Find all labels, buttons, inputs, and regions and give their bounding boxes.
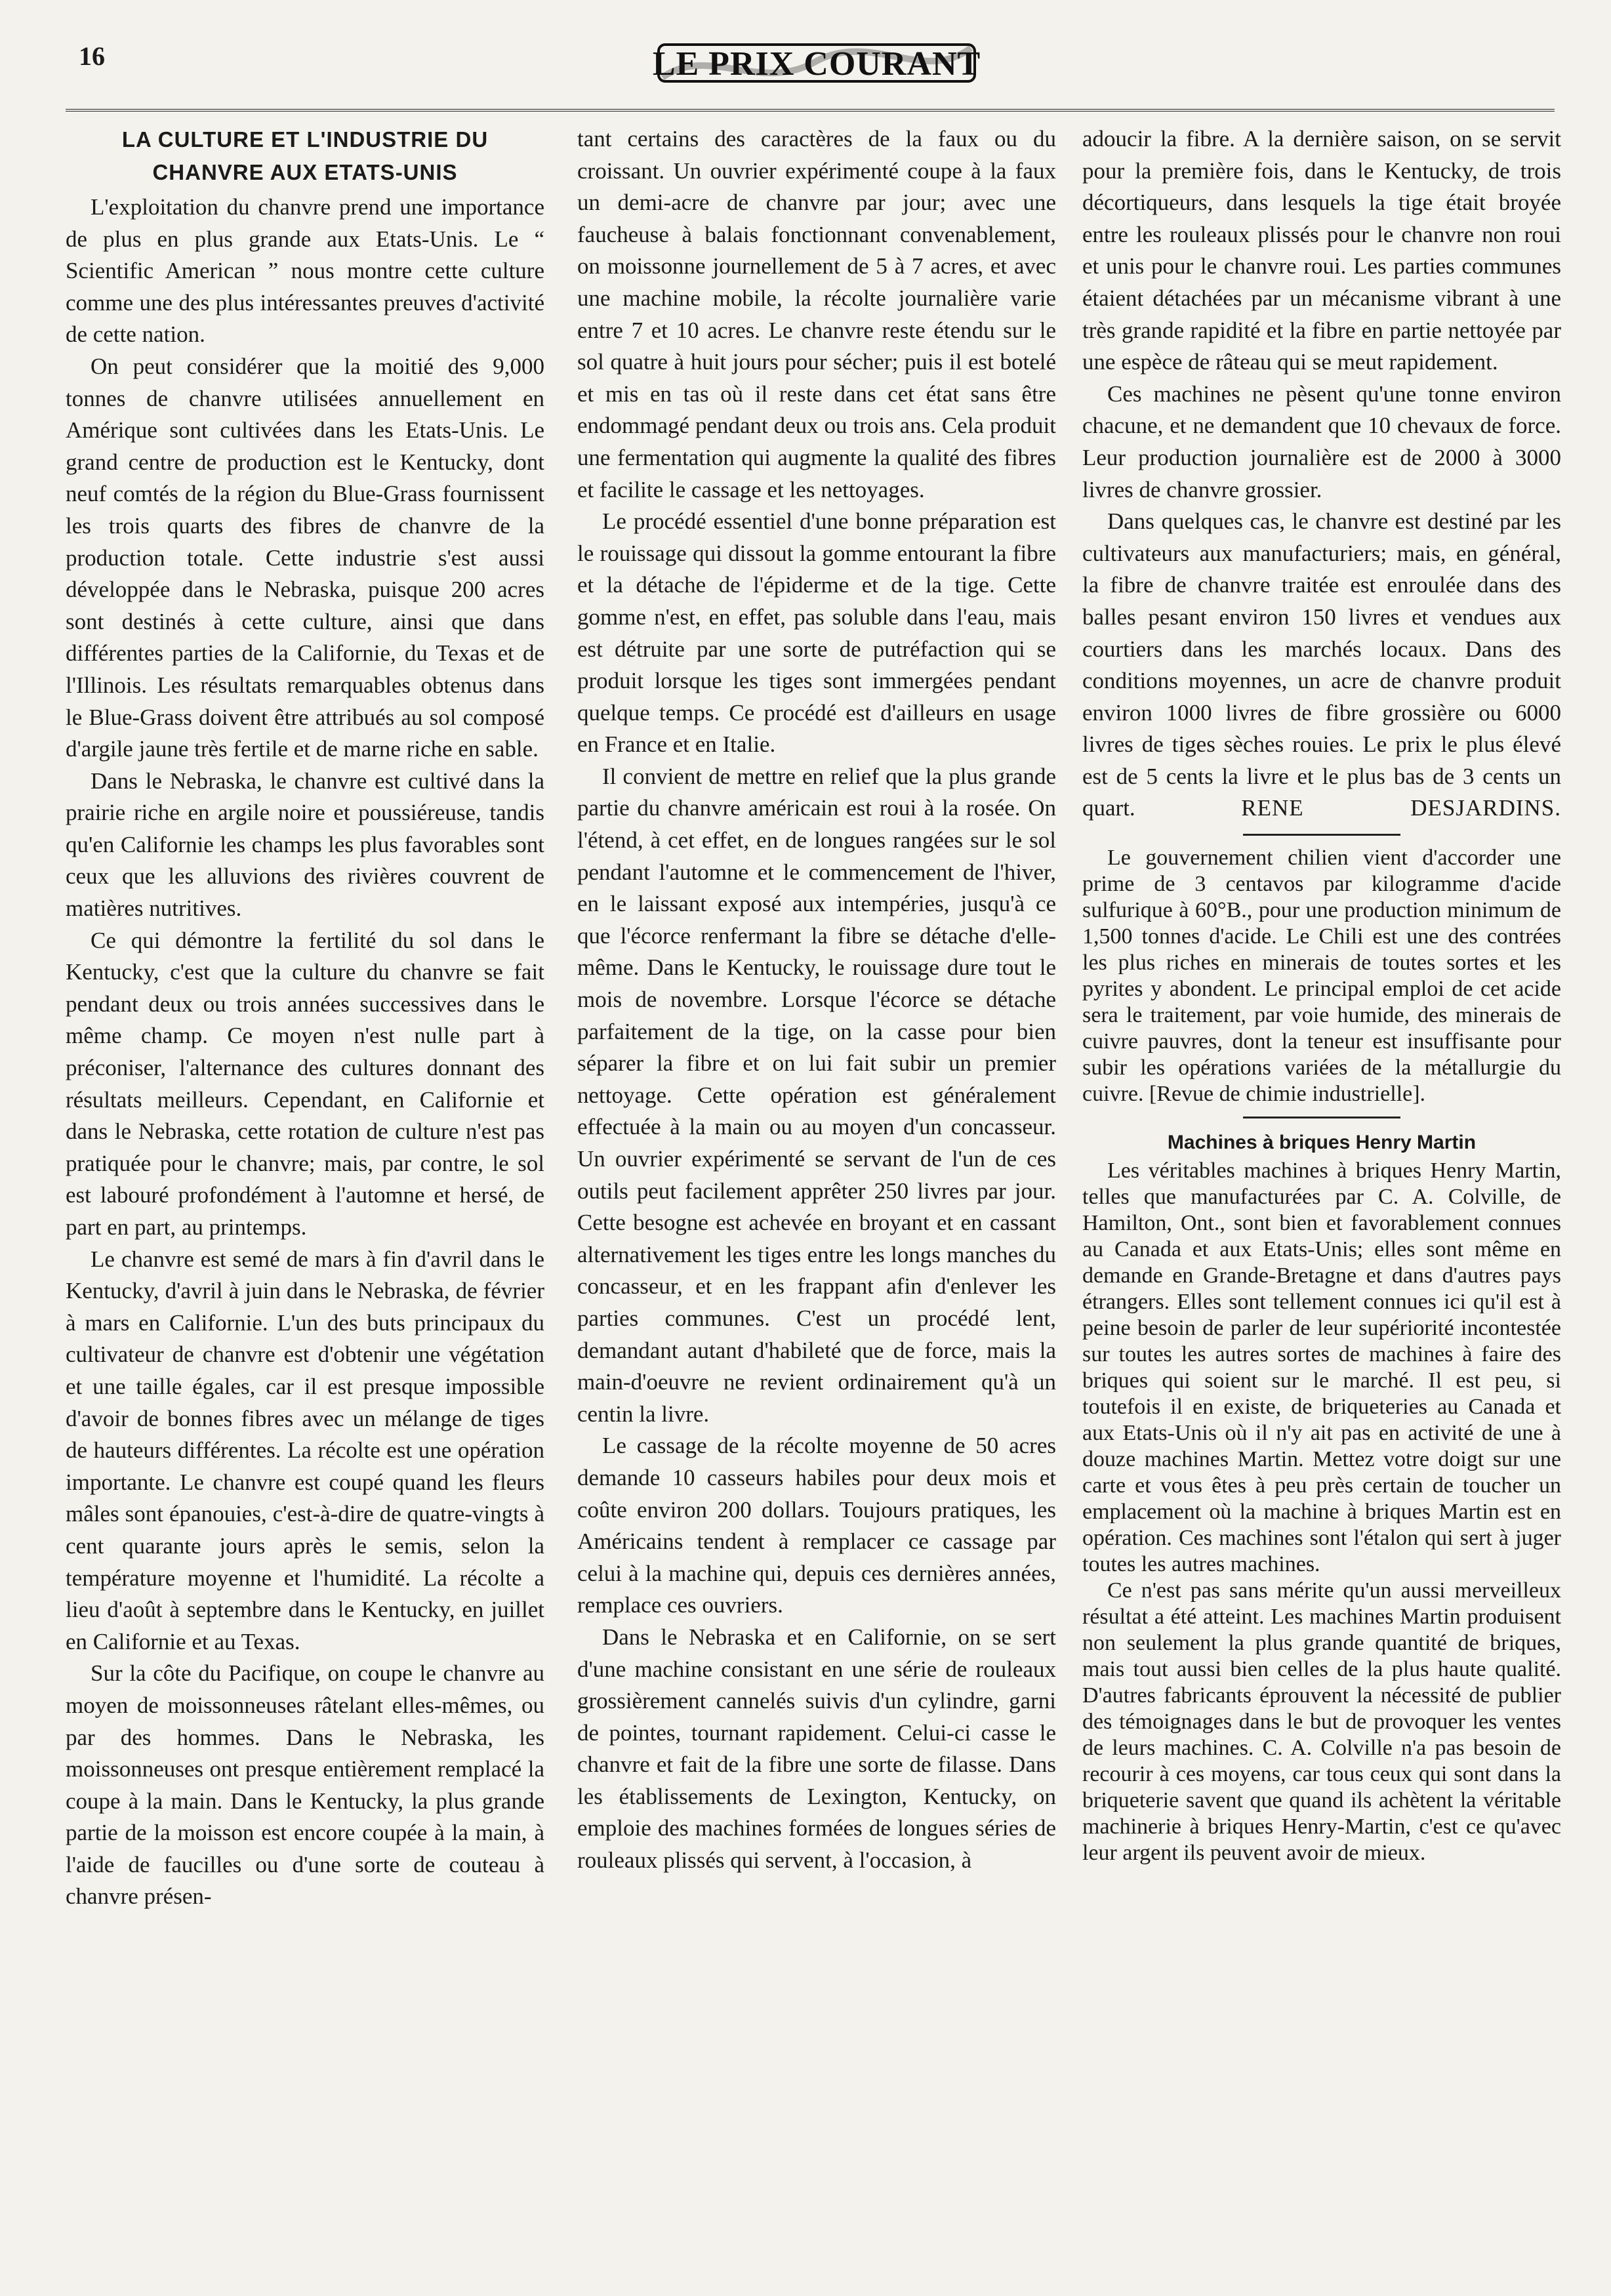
paragraph: Ce qui démontre la fertilité du sol dans le Kentucky, c'est que la culture du chanvre se fait pendant deux ou trois années successives dans le même champ. Ce moyen n'est nulle part à préconiser, l'alternance des cultures donnant des résultats meilleurs. Cependant, en Californie et dans le Nebraska, cette rotation de culture n'est pas pratiquée pour le chanvre; mais, par contre, le sol est labouré profondément à l'automne et hersé, de part en part, au printemps. xyxy=(66,927,544,1240)
paragraph-with-signature xyxy=(1082,506,1561,825)
masthead-logo-graphic xyxy=(649,31,984,91)
masthead-text: LE PRIX COURANT xyxy=(652,45,981,83)
paragraph: Dans le Nebraska et en Californie, on se sert d'une machine consistant en une série de rouleaux grossièrement cannelés suivis d'un cylindre, garni de pointes, tournant rapidement. Celui-ci casse le chanvre et fait de la fibre une sorte de filasse. Dans les établissements de Lexington, Kentucky, on emploie des machines formées de longues séries de rouleaux plissés qui servent, à l'occasion, à xyxy=(577,1624,1056,1874)
paragraph: On peut considérer que la moitié des 9,000 tonnes de chanvre utilisées annuellement en Amérique sont cultivées dans les Etats-Unis. Le grand centre de production est le Kentucky, dont neuf comtés de la région du Blue-Grass fournissent les trois quarts des fibres de chanvre de la production totale. Cette industrie s'est aussi développée dans le Nebraska, puisque 200 acres sont destinés à cette culture, ainsi que dans différentes parties de la Californie, du Texas et de l'Illinois. Les résultats remarquables obtenus dans le Blue-Grass doivent être attribués au sol composé d'argile jaune très fertile et de marne riche en sable. xyxy=(66,353,544,762)
paragraph: Dans le Nebraska, le chanvre est cultivé dans la prairie riche en argile noire et poussiéreuse, tandis qu'en Californie les champs les plus favorables sont ceux que les alluvions des rivières couvrent de matières nutritives. xyxy=(66,768,544,922)
article-divider xyxy=(1243,834,1400,836)
paragraph: Le chanvre est semé de mars à fin d'avril dans le Kentucky, d'avril à juin dans le Nebraska, de février à mars en Californie. L'un des buts principaux du cultivateur de chanvre est d'obtenir une végétation et une taille égales, car il est presque impossible d'avoir de bonnes fibres avec un mélange de tiges de hauteurs différentes. La récolte est une opération importante. Le chanvre est coupé quand les fleurs mâles sont épanouies, c'est-à-dire de quatre-vingts à cent quarante jours après le semis, selon la température moyenne et l'humidité. La récolte a lieu d'août à septembre dans le Kentucky, en juillet en Californie et au Texas. xyxy=(66,1246,544,1654)
column-1 xyxy=(66,123,544,1913)
paragraph: Les véritables machines à briques Henry Martin, telles que manufacturées par C. A. Colville, de Hamilton, Ont., sont bien et favorablement connues au Canada et aux Etats-Unis; elles sont même en demande en Grande-Bretagne et dans d'autres pays étrangers. Elles sont tellement connues ici qu'il est à peine besoin de parler de leur supériorité incontestée sur toutes les autres sortes de machines à faire des briques qui soient sur le marché. Il est peu, si toutefois il en existe, de briqueteries au Canada et aux Etats-Unis où il n'y ait pas en activité de une à douze machines Martin. Mettez votre doigt sur une carte et vous êtes à peu près certain de toucher un emplacement où la machine à briques Martin est en opération. Ces machines sont l'étalon qui sert à juger toutes les autres machines. xyxy=(1082,1158,1561,1577)
paragraph: L'exploitation du chanvre prend une importance de plus en plus grande aux Etats-Unis. Le “ Scientific American ” nous montre cette culture comme une des plus intéressantes preuves d'activité de cette nation. xyxy=(66,194,544,348)
paragraph: Le cassage de la récolte moyenne de 50 acres demande 10 casseurs habiles pour deux mois et coûte environ 200 dollars. Toujours pratiques, les Américains tendent à remplacer ce cassage par celui à la machine qui, depuis ces dernières années, remplace ces ouvriers. xyxy=(577,1433,1056,1618)
paragraph: Ces machines ne pèsent qu'une tonne environ chacune, et ne demandent que 10 chevaux de force. Leur production journalière est de 2000 à 3000 livres de chanvre grossier. xyxy=(1082,380,1561,502)
header-rule xyxy=(66,109,1555,112)
column-3 xyxy=(1082,123,1561,1866)
column-2 xyxy=(577,123,1056,1877)
paragraph: Ce n'est pas sans mérite qu'un aussi merveilleux résultat a été atteint. Les machines Martin produisent non seulement la plus grande quantité de briques, mais tout aussi bien celles de la plus haute qualité. D'autres fabricants éprouvent la nécessité de publier des témoignages dans le but de provoquer les ventes de leurs machines. C. A. Colville n'a pas besoin de recourir à ces moyens, car tous ceux qui sont dans la briqueterie savent que quand ils achètent la véritable machinerie à briques Henry-Martin, c'est ce qu'avec leur argent ils peuvent avoir de mieux. xyxy=(1082,1578,1561,1866)
paragraph: Sur la côte du Pacifique, on coupe le chanvre au moyen de moissonneuses râtelant elles-mêmes, ou par des hommes. Dans le Nebraska, les moissonneuses ont presque entièrement remplacé la coupe à la main. Dans le Kentucky, la plus grande partie de la moisson est encore coupée à la main, à l'aide de faucilles ou d'une sorte de couteau à chanvre présen- xyxy=(66,1660,544,1910)
page-header xyxy=(0,0,1611,105)
page-number: 16 xyxy=(79,41,105,71)
paragraph: tant certains des caractères de la faux ou du croissant. Un ouvrier expérimenté coupe à la faux un demi-acre de chanvre par jour; avec une faucheuse à balais fonctionnant convenablement, on moissonne journellement de 5 à 7 acres, et avec une machine mobile, la récolte journalière varie entre 7 et 10 acres. Le chanvre reste étendu sur le sol quatre à huit jours pour sécher; puis il est botelé et mis en tas où il reste dans cet état sans être endommagé pendant deux ou trois ans. Cela produit une fermentation qui augmente la qualité des fibres et facilite le cassage et les nettoyages. xyxy=(577,126,1056,502)
news-item: Le gouvernement chilien vient d'accorder une prime de 3 centavos par kilogramme d'acide sulfurique à 60°B., pour une production minimum de 1,500 tonnes d'acide. Le Chili est une des contrées les plus riches en minerais de toutes sortes et les pyrites y abondent. Le principal emploi de cet acide sera le traitement, par voie humide, des minerais de cuivre pauvres, dont la teneur est insuffisante pour subir les opérations variées de la métallurgie du cuivre. [Revue de chimie industrielle]. xyxy=(1082,846,1561,1107)
paragraph: adoucir la fibre. A la dernière saison, on se servit pour la première fois, dans le Kentucky, de trois décortiqueurs, dans lesquels la tige était broyée entre les rouleaux plissés pour le chanvre non roui et unis pour le chanvre roui. Les parties communes étaient détachées par un mécanisme vibrant à une très grande rapidité et la fibre en partie nettoyée par une espèce de râteau qui se meut rapidement. xyxy=(1082,126,1561,375)
article-title: LA CULTURE ET L'INDUSTRIE DU CHANVRE AUX ETATS-UNIS xyxy=(121,127,489,184)
section-title: Machines à briques Henry Martin xyxy=(1167,1132,1477,1154)
masthead-logo xyxy=(649,31,984,91)
paragraph: Le procédé essentiel d'une bonne préparation est le rouissage qui dissout la gomme entourant la fibre et la détache de l'épiderme et de la tige. Cette gomme n'est, en effet, pas soluble dans l'eau, mais est détruite par une sorte de putréfaction qui se produit lorsque les tiges sont immergées pendant quelque temps. Ce procédé est d'ailleurs en usage en France et en Italie. xyxy=(577,508,1056,758)
paragraph: Il convient de mettre en relief que la plus grande partie du chanvre américain est roui à la rosée. On l'étend, à cet effet, en de longues rangées sur le sol pendant l'automne et le commencement de l'hiver, en le laissant exposé aux intempéries, jusqu'à ce que l'écorce renfermant la fibre se détache d'elle-même. Dans le Kentucky, le rouissage dure tout le mois de novembre. Lorsque l'écorce se détache parfaitement de la tige, on la casse pour bien séparer la fibre et on lui fait subir un premier nettoyage. Cette opération est généralement effectuée à la main ou au moyen d'un concasseur. Un ouvrier expérimenté se servant de l'un de ces outils peut facilement apprêter 250 livres par jour. Cette besogne est achevée en broyant et en cassant alternativement les tiges entre les longs manches du concasseur, et en les frappant afin d'enlever les parties communes. C'est un procédé lent, demandant autant d'habileté que de force, mais la main-d'oeuvre ne revient ordinairement qu'à un centin la livre. xyxy=(577,763,1056,1427)
article-divider xyxy=(1243,1117,1400,1118)
paragraph: Dans quelques cas, le chanvre est destiné par les cultivateurs aux manufacturiers; mais, en général, la fibre de chanvre traitée est enroulée dans des balles pesant environ 150 livres et vendues aux courtiers dans les marchés locaux. Dans des conditions moyennes, un acre de chanvre produit environ 1000 livres de fibre grossière ou 6000 livres de tiges sèches rouies. Le prix le plus élevé est de 5 cents la livre et le plus bas de 3 cents un quart. xyxy=(1082,508,1561,821)
article-signature: RENE DESJARDINS. xyxy=(1241,795,1561,821)
